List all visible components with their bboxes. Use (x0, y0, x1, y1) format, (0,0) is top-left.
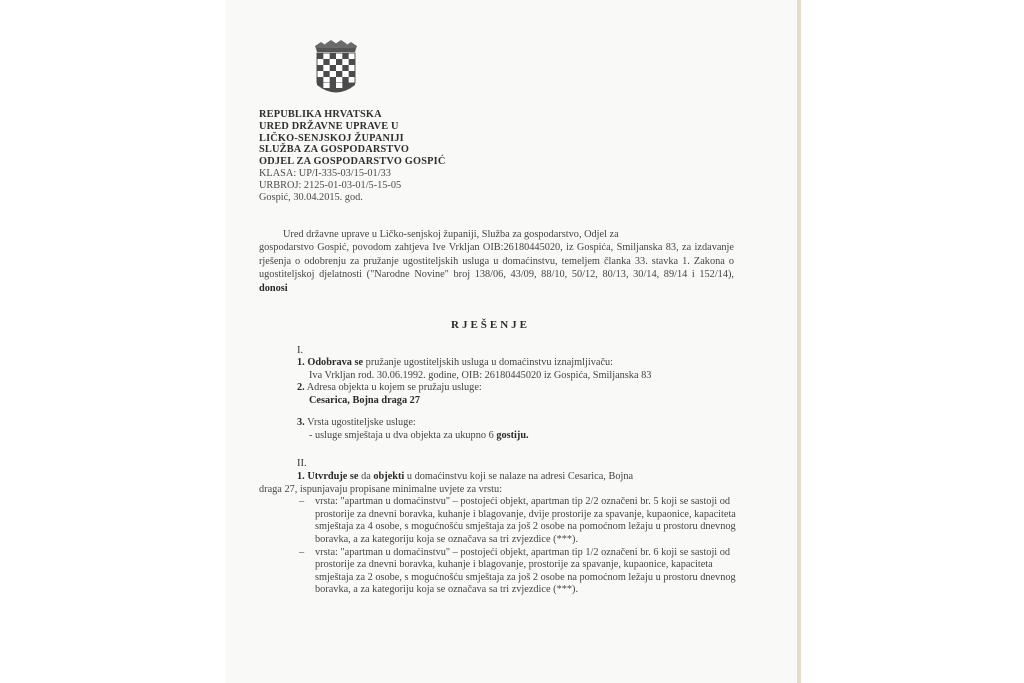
dash-bullet: – (299, 496, 305, 508)
apartment-5-item (259, 496, 737, 546)
section-2-heading: II. (297, 458, 307, 469)
item-text: pružanje ugostiteljskih usluga u domaćinstvu iznajmljivaču: (365, 357, 614, 368)
item-bold: objekti (373, 471, 405, 482)
coat-of-arms-icon (311, 40, 361, 96)
dash-bullet: – (299, 546, 305, 558)
section-1-item-3 (259, 417, 737, 430)
item-number: 2. (297, 382, 305, 394)
item-bold: Odobrava se (307, 357, 364, 368)
urbroj: URBROJ: 2125-01-03-01/5-15-05 (259, 179, 402, 191)
object-address (259, 395, 737, 408)
issuer-header (259, 109, 445, 203)
section-2 (259, 471, 737, 597)
item-text: u domaćinstvu koji se nalaze na adresi Cesarica, Bojna (406, 471, 634, 482)
intro-paragraph (259, 228, 734, 295)
apartment-5-text: vrsta: "apartman u domaćinstvu" – postojeći objekt, apartman tip 2/2 označeni br. 5 koji se sastoji od prostorije za dnevni boravka, kuhanje i blagovanje, dvije prostorije za spavanje, kupaonice, kapaciteta smještaja za 4 osobe, s mogućnošću smještaja za još 2 osobe na pomoćnom ležaju u prostoru dnevnog boravka, a za kategoriju koja se označava sa tri zvjezdice (***). (315, 496, 736, 545)
intro-donosi: donosi (259, 282, 288, 294)
item-text: Adresa objekta u kojem se pružaju usluge: (306, 382, 482, 394)
address-bold: Cesarica, Bojna draga 27 (309, 394, 420, 406)
header-line: URED DRŽAVNE UPRAVE U (259, 120, 399, 132)
intro-first-line: Ured državne uprave u Ličko-senjskoj županiji, Služba za gospodarstvo, Odjel za (283, 229, 619, 240)
page-edge (797, 0, 801, 683)
item-number: 1. (297, 357, 305, 368)
header-line: REPUBLIKA HRVATSKA (259, 109, 382, 120)
header-line: LIČKO-SENJSKOJ ŽUPANIJI (259, 132, 404, 144)
landlord-details: Iva Vrkljan rod. 30.06.1992. godine, OIB: 26180445020 iz Gospića, Smiljanska 83 (309, 369, 652, 381)
item-bold: Utvrđuje se (307, 471, 359, 482)
section-2-item-1 (259, 471, 737, 484)
section-1-item-1 (259, 357, 737, 370)
service-text: - usluge smještaja u dva objekta za ukupno 6 (309, 429, 494, 441)
apartment-6-text: vrsta: "apartman u domaćinstvu" – postojeći objekt, apartman tip 1/2 označeni br. 6 koji se sastoji od prostorije za dnevni boravka, kuhanje i blagovanje, prostorije za spavanje, kupaonice, kapaciteta smještaja za 2 osobe, s mogućnošću smještaja za još 2 osobe na pomoćnom ležaju u prostoru dnevnog boravka, a za kategoriju koja se označava sa tri zvjezdice (***). (315, 546, 736, 596)
header-line: ODJEL ZA GOSPODARSTVO GOSPIĆ (259, 156, 446, 168)
item-text: Vrsta ugostiteljske usluge: (307, 417, 416, 429)
decision-title: RJEŠENJE (451, 319, 531, 331)
date: Gospić, 30.04.2015. god. (259, 191, 363, 203)
apartment-6-item (259, 547, 737, 597)
item-text: da (361, 471, 371, 482)
section-2-continuation: draga 27, ispunjavaju propisane minimalne uvjete za vrstu: (259, 483, 503, 495)
section-1-heading: I. (297, 345, 304, 356)
item-number: 3. (297, 417, 305, 429)
item-number: 1. (297, 471, 305, 482)
section-1 (259, 357, 737, 443)
service-bold: gostiju. (496, 429, 529, 441)
header-line: SLUŽBA ZA GOSPODARSTVO (259, 144, 410, 156)
klasa: KLASA: UP/I-335-03/15-01/33 (259, 167, 391, 179)
section-1-item-2 (259, 382, 737, 395)
intro-body: gospodarstvo Gospić, povodom zahtjeva Ive Vrkljan OIB:26180445020, iz Gospića, Smiljanska 83, za izdavanje rješenja o odobrenju za pružanje ugostiteljskih usluga u domaćinstvu, temeljem članka 33. stavka 1. Zakona o ugostiteljskoj djelatnosti ("Narodne Novine" broj 138/06, 43/09, 88/10, 50/12, 80/13, 30/14, 89/14 i 152/14), (259, 242, 734, 281)
service-type (259, 430, 737, 443)
